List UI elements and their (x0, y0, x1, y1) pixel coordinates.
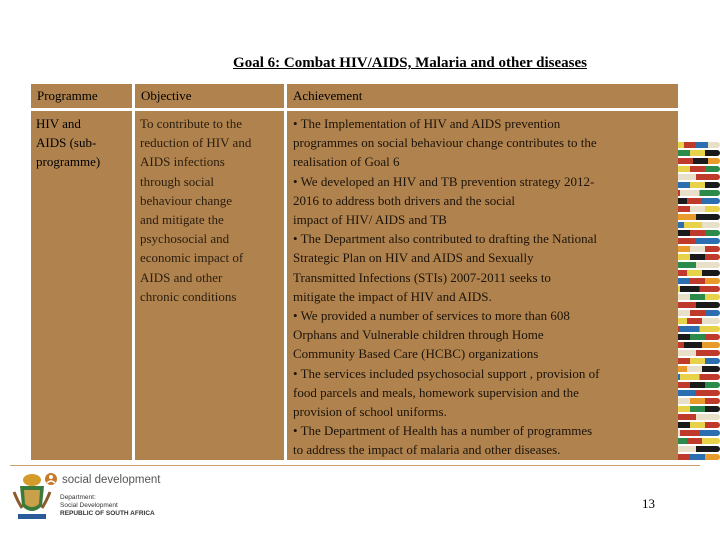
objective-line: chronic conditions (140, 288, 237, 304)
dept-line: REPUBLIC OF SOUTH AFRICA (60, 510, 155, 517)
table-header-row (31, 84, 678, 108)
header-programme: Programme (31, 84, 132, 108)
achievement-line: • The services included psychosocial support , provision of (293, 365, 600, 381)
achievement-line: programmes on social behaviour change contributes to the (293, 135, 597, 151)
achievement-line: realisation of Goal 6 (293, 154, 400, 170)
dept-line: Department: (60, 494, 96, 501)
achievement-line: • The Implementation of HIV and AIDS prevention (293, 116, 561, 131)
footer-divider (10, 465, 700, 466)
objective-line: economic impact of (140, 250, 244, 266)
page-number: 13 (642, 496, 655, 511)
objective-line: AIDS and other (140, 269, 223, 285)
achievement-line: to address the impact of malaria and other diseases. (293, 442, 561, 458)
social-development-logo-icon (44, 472, 58, 486)
programme-line: programme) (36, 154, 101, 170)
brand-label: social development (62, 474, 161, 486)
achievement-line: impact of HIV/ AIDS and TB (293, 212, 447, 228)
cell-objective (135, 111, 284, 460)
cell-achievement (287, 111, 678, 460)
programme-line: HIV and (36, 116, 81, 131)
achievement-line: Transmitted Infections (STIs) 2007-2011 seeks to (293, 269, 551, 285)
goal-table (31, 84, 678, 460)
achievement-line: Strategic Plan on HIV and AIDS and Sexually (293, 250, 534, 266)
objective-line: behaviour change (140, 192, 233, 208)
department-label (60, 494, 155, 518)
achievement-line: • The Department also contributed to drafting the National (293, 231, 597, 247)
objective-line: psychosocial and (140, 231, 230, 247)
objective-line: reduction of HIV and (140, 135, 252, 151)
objective-line: AIDS infections (140, 154, 225, 170)
achievement-line: 2016 to address both drivers and the social (293, 192, 516, 208)
table-row (31, 111, 678, 460)
objective-line: through social (140, 173, 215, 189)
header-achievement: Achievement (287, 84, 678, 108)
achievement-line: • We provided a number of services to more than 608 (293, 308, 570, 324)
achievement-line: • We developed an HIV and TB prevention strategy 2012- (293, 173, 595, 189)
achievement-line: provision of school uniforms. (293, 404, 447, 420)
slide-title: Goal 6: Combat HIV/AIDS, Malaria and other diseases (233, 55, 587, 71)
achievement-line: Orphans and Vulnerable children through Home (293, 327, 544, 343)
achievement-line: mitigate the impact of HIV and AIDS. (293, 288, 492, 304)
programme-line: AIDS (sub- (36, 135, 97, 151)
header-objective: Objective (135, 84, 284, 108)
objective-line: and mitigate the (140, 212, 224, 228)
achievement-line: food parcels and meals, homework supervision and the (293, 384, 579, 400)
cell-programme (31, 111, 132, 460)
dept-line: Social Development (60, 502, 118, 509)
achievement-line: Community Based Care (HCBC) organizations (293, 346, 539, 362)
achievement-line: • The Department of Health has a number of programmes (293, 423, 593, 439)
objective-line: To contribute to the (140, 116, 242, 131)
